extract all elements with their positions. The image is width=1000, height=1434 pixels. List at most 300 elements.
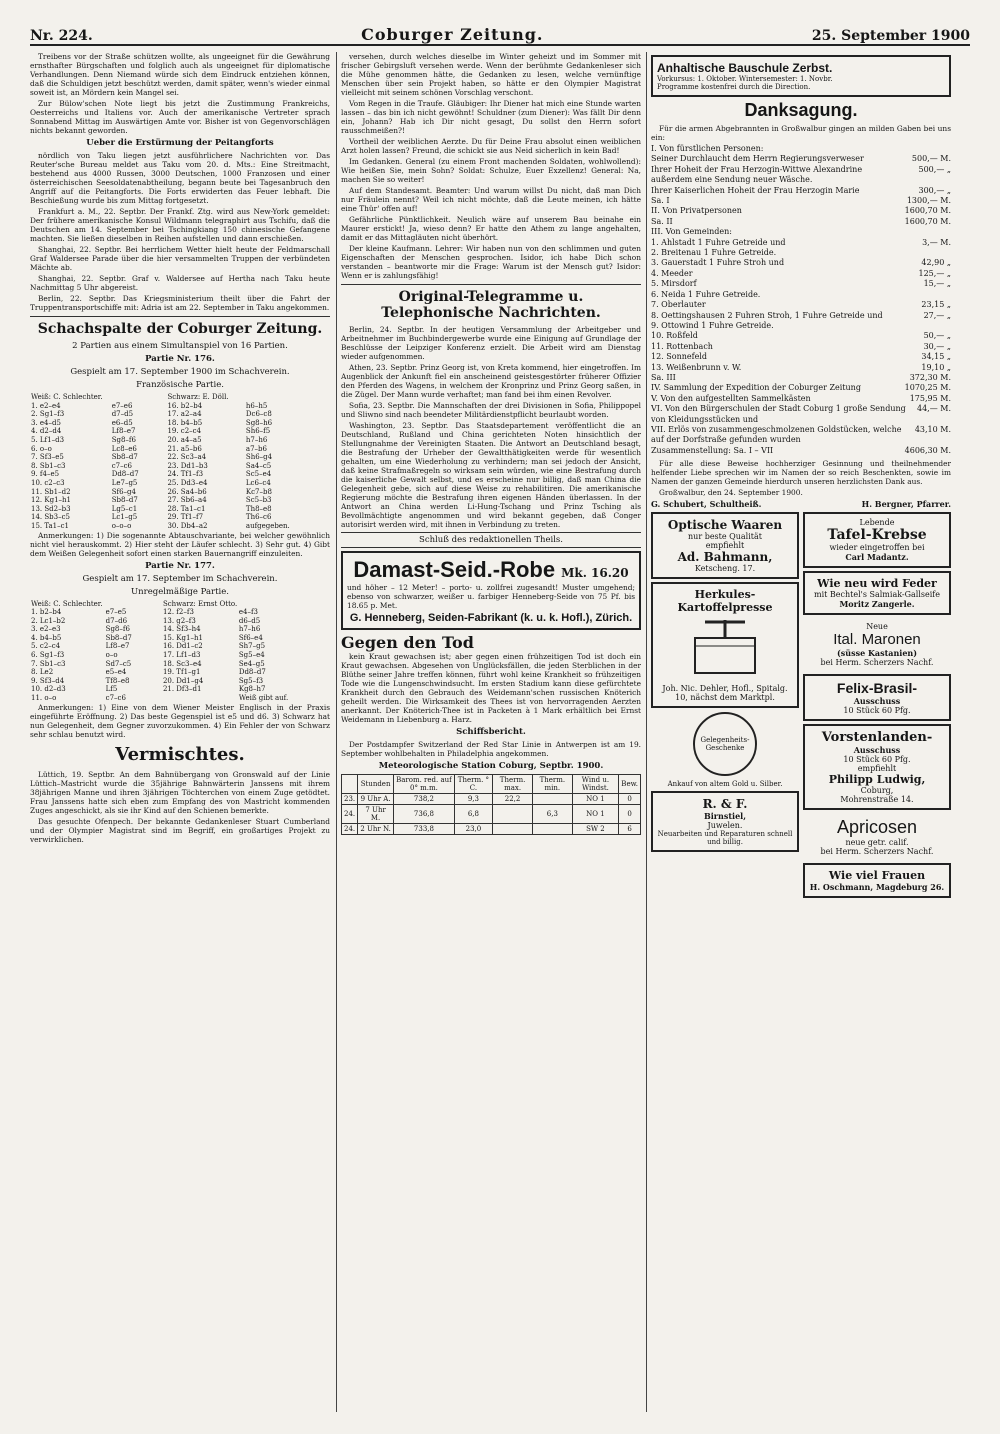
donation-amount: 500,— „ [918, 164, 951, 174]
ad-text: neue getr. calif. [845, 838, 909, 848]
chess-moves-table [30, 393, 330, 531]
move-cell: Th8–e8 [245, 504, 272, 513]
ad-feder [803, 571, 951, 615]
move-row [30, 470, 330, 479]
move-cell: Th6–c6 [245, 513, 272, 522]
thanks-closing: Für alle diese Beweise hochherziger Gesinnung und theilnehmender helfender Liebe sprechen wir im Namen der so reich Beschenkten, sowie im Namen der ganzen Gemeinde hierdurch unseren herzlichsten Dank aus. [651, 459, 951, 487]
donation-amount: 500,— M. [911, 154, 951, 164]
move-cell: 14. Sf3–h4 [162, 625, 201, 634]
article-paragraph: Zur Bülow'schen Note liegt bis jetzt die Zustimmung Frankreichs, Oesterreichs und Italiens vor. Auch der amerikanische Vertreter sprach Sonnabend Mittag im Auswärtigen Amte vor. Bisher ist von Gegenvorschlägen nichts bekannt geworden. [30, 99, 330, 135]
move-cell: e7–e6 [111, 401, 133, 410]
move-cell: 6. o–o [31, 444, 52, 453]
thanks-intro: Für die armen Abgebrannten in Großwalbur gingen an milden Gaben bei uns ein: [651, 124, 951, 142]
ad-headline: Damast-Seid.-Robe [353, 557, 556, 582]
article-paragraph: Shanghai, 22. Septbr. Bei herrlichem Wetter hielt heute der Feldmarschall Graf Waldersee Parade über die hier versammelten Truppen der verbündeten Mächte ab. [30, 245, 330, 272]
donation-row [651, 383, 951, 393]
donation-label: 3. Gauerstadt 1 Fuhre Stroh und [651, 258, 785, 268]
donation-label: V. Von den aufgestellten Sammelkästen [651, 393, 811, 403]
chess-notes: Anmerkungen: 1) Die sogenannte Abtauschvariante, bei welcher gewöhnlich nicht viel herauskommt. 2) Hier steht der Läufer schlecht. 3) Sehr gut. 4) Gibt dem Weißen Gelegenheit sofort einen starken Bauernangriff einzuleiten. [30, 530, 330, 558]
move-cell: Sc5–e4 [245, 470, 272, 479]
ad-headline: Gegen den Tod [341, 633, 474, 652]
donation-row [651, 217, 951, 227]
donation-label: II. Von Privatpersonen [651, 206, 742, 216]
weather-cell [493, 805, 533, 824]
article-paragraph: Berlin, 22. Septbr. Das Kriegsministerium theilt über die Fahrt der Truppentransportschiffe mit: Adria ist am 22. September in Taku angekommen. [30, 294, 330, 312]
weather-header-cell: Stunden [358, 775, 394, 794]
move-cell: Sa4–c5 [245, 461, 272, 470]
donation-row [651, 238, 951, 248]
donation-row [651, 373, 951, 383]
move-cell: c7–c6 [105, 694, 126, 703]
move-row [30, 668, 330, 677]
weather-cell: SW 2 [572, 824, 619, 835]
move-cell: 13. Sd2–b3 [31, 504, 71, 513]
move-cell: 18. Sc3–e4 [162, 659, 202, 668]
ad-firm: Joh. Nic. Dehler, Hofl., Spitalg. 10, nächst dem Marktpl. [662, 684, 788, 703]
column-2 [341, 52, 641, 1422]
white-player: Weiß: C. Schlechter. [31, 599, 103, 608]
move-cell: Sg5–f3 [238, 676, 264, 685]
move-row [30, 496, 330, 505]
weather-cell: 23,0 [454, 824, 492, 835]
move-cell: 18. b4–b5 [167, 418, 203, 427]
move-cell: Le7–g5 [111, 478, 138, 487]
donation-amount: 1070,25 M. [904, 383, 951, 393]
donation-row [651, 321, 951, 331]
move-cell: 15. Ta1–c1 [31, 521, 69, 530]
donation-row [651, 352, 951, 362]
move-cell: 22. Sc3–a4 [167, 453, 207, 462]
move-row [30, 488, 330, 497]
donation-amount: 300,— „ [918, 185, 951, 195]
move-cell: e4–f3 [238, 608, 258, 617]
donation-label: VII. Erlös von zusammengeschmolzenen Goldstücken, welche auf der Dorfstraße gefunden wurden [651, 424, 902, 445]
ad-text: empfiehlt [705, 541, 745, 551]
move-cell: 13. g2–f3 [162, 616, 196, 625]
move-cell: 23. Dd1–b3 [167, 461, 208, 470]
masthead-title: Coburger Zeitung. [361, 25, 544, 44]
move-row [30, 427, 330, 436]
weather-cell: 6,8 [454, 805, 492, 824]
move-cell: 8. Sb1–c3 [31, 461, 66, 470]
move-row [30, 419, 330, 428]
move-cell: d7–d6 [105, 616, 128, 625]
move-cell: 19. c2–c4 [167, 427, 202, 436]
anecdote: Vortheil der weiblichen Aerzte. Du für Deine Frau absolut einen weiblichen Arzt holen lassen? Freund, die schickt sie aus Neid sicherlich in kein Bad! [341, 137, 641, 155]
section-heading: Schiffsbericht. [456, 727, 526, 737]
weather-cell: 9,3 [454, 794, 492, 805]
telegram-item: Athen, 23. Septbr. Prinz Georg ist, von Kreta kommend, hier eingetroffen. Im Augenblick der Ankunft fiel ein anscheinend geistesgestörter früherer Offizier den Pferden des Wagens, in welchem der Kronprinz und Prinz Georg saßen, in die Zügel. Der Mann wurde verhaftet; man fand bei ihm einen Revolver. [341, 363, 641, 399]
move-cell: Lc8–e6 [111, 444, 137, 453]
move-cell: h7–h6 [238, 625, 261, 634]
donation-amount: 19,10 „ [921, 362, 951, 372]
weather-cell: 6,3 [533, 805, 572, 824]
move-cell: 19. Tf1–g1 [162, 668, 201, 677]
weather-cell: 6 [619, 824, 641, 835]
donation-label: 6. Neida 1 Fuhre Getreide. [651, 289, 761, 299]
move-cell: Tf8–e8 [105, 676, 130, 685]
ad-headline: Apricosen [836, 817, 918, 838]
move-cell: Se4–g5 [238, 659, 265, 668]
donation-label: 4. Meeder [651, 268, 693, 278]
move-cell: Lf8–e7 [105, 642, 130, 651]
ad-krebse [803, 512, 951, 568]
move-cell: a7–b6 [245, 444, 267, 453]
move-cell: 20. a4–a5 [167, 435, 202, 444]
donation-label: Ihrer Hoheit der Frau Herzogin-Wittwe Alexandrine [651, 164, 863, 174]
article-paragraph: Lüttich, 19. Septbr. An dem Bahnübergang von Gronswald auf der Linie Lüttich–Mastricht wurde die 35jährige Bahnwärterin Janssens mit ihrem 38jährigen Manne und ihren 3jährigen Töchterchen von einem Zuge getödtet. Frau Janssens hatte sich eben zum Empfang des von Mastricht kommenden Zuges angeschickt, als sie ihr Kind auf den Schienen bemerkte. [30, 769, 330, 815]
donation-label: III. Von Gemeinden: [651, 227, 732, 237]
move-cell: o–o [105, 651, 118, 660]
ad-text: Ketscheng. 17. [694, 564, 756, 574]
ad-text: Juwelen. [707, 821, 743, 831]
move-cell: 4. b4–b5 [31, 633, 62, 642]
weather-title: Meteorologische Station Coburg, Septbr. 1900. [378, 761, 604, 771]
ad-headline: Felix-Brasil- [836, 680, 918, 697]
donation-amount: 42,90 „ [921, 258, 951, 268]
weather-cell: 24. [342, 824, 358, 835]
anecdote: Gefährliche Pünktlichkeit. Neulich wäre auf unserem Bau beinahe ein Maurer erstickt! Ja, wieso denn? Er hatte den Athem zu lange angehalten, damit er das Mittagläuten nicht überhört. [341, 215, 641, 242]
divider [341, 284, 641, 285]
chess-title: Schachspalte der Coburger Zeitung. [37, 321, 323, 337]
donation-amount: 1600,70 M. [904, 216, 951, 226]
move-cell: 2. Lc1–b2 [31, 616, 66, 625]
ship-report: Der Postdampfer Switzerland der Red Star Linie in Antwerpen ist am 19. September wohlbehalten in Philadelphia angekommen. [341, 740, 641, 758]
weather-row [342, 824, 641, 835]
weather-table [341, 774, 641, 835]
move-cell: Sg8–f6 [111, 435, 136, 444]
donation-row [651, 342, 951, 352]
donation-row [651, 269, 951, 279]
move-row [30, 462, 330, 471]
move-row [30, 651, 330, 660]
black-player: Schwarz: Ernst Otto. [162, 599, 238, 608]
move-cell: Sb8–d7 [111, 453, 138, 462]
donation-label: außerdem eine Sendung neuer Wäsche. [651, 175, 813, 185]
miscellany-title: Vermischtes. [115, 743, 245, 765]
move-cell: 16. Dd1–c2 [162, 642, 203, 651]
weather-cell: NO 1 [572, 794, 619, 805]
move-cell: 21. a5–b6 [167, 444, 202, 453]
move-cell: d6–d5 [238, 616, 261, 625]
move-cell: Sh6–g4 [245, 453, 273, 462]
move-row [30, 410, 330, 419]
issue-number: Nr. 224. [30, 28, 93, 44]
move-row [30, 445, 330, 454]
donation-row [651, 394, 951, 404]
donation-row [651, 196, 951, 206]
column-rule [646, 52, 647, 1412]
move-row [30, 625, 330, 634]
thanks-place: Großwalbur, den 24. September 1900. [659, 488, 803, 498]
move-cell: Lg5–c1 [111, 504, 138, 513]
ad-headline: Herkules-Kartoffelpresse [677, 588, 773, 615]
move-cell: 2. Sg1–f3 [31, 410, 65, 419]
game-played: Gespielt am 17. September im Schachverein. [82, 573, 278, 584]
move-cell: aufgegeben. [245, 521, 290, 530]
article-paragraph: Frankfurt a. M., 22. Septbr. Der Frankf. Ztg. wird aus New-York gemeldet: Der frühere amerikanische Konsul Wildmann telegraphirt aus Tschifu, daß die Deutschen am 14. September bei Tschingkiang 150 chinesische Gefangene machten. Sie ließen dieselben in Reihen aufstellen und dann erschießen. [30, 207, 330, 243]
ad-firm: H. Oschmann, Magdeburg 26. [809, 882, 945, 893]
move-cell: Sg8–f6 [105, 625, 130, 634]
move-row [30, 505, 330, 514]
ad-text: und höher – 12 Meter! – porto- u. zollfrei zugesandt! Muster umgehend; ebenso von schwarzer, weißer u. farbiger Henneberg-Seide von 75 Pf. bis 18.65 p. Met. [347, 583, 635, 610]
weather-cell: 738,2 [394, 794, 455, 805]
move-cell: 12. Kg1–h1 [31, 496, 71, 505]
donation-label: IV. Sammlung der Expedition der Coburger Zeitung [651, 383, 861, 393]
ad-bauschule [651, 55, 951, 97]
game-opening: Französische Partie. [136, 380, 224, 390]
donation-amount: 44,— M. [917, 404, 951, 414]
ad-text: Ausschuss [853, 696, 901, 707]
donation-row [651, 290, 951, 300]
black-player: Schwarz: E. Döll. [167, 393, 229, 401]
move-cell: Sc5–b3 [245, 496, 272, 505]
ad-firm: Carl Madantz. [845, 552, 909, 563]
ad-apricosen [803, 813, 951, 860]
donation-row [651, 165, 951, 175]
weather-cell [493, 824, 533, 835]
ad-text: Neuarbeiten und Reparaturen schnell und billig. [657, 830, 793, 847]
ad-felix [803, 674, 951, 721]
donation-row [651, 154, 951, 164]
move-row [30, 685, 330, 694]
ad-firm: Birnstiel, [704, 811, 746, 822]
donation-label: VI. Von den Bürgerschulen der Stadt Coburg 1 große Sendung von Kleidungsstücken und [651, 404, 906, 424]
ad-firm: Moritz Zangerle. [839, 599, 915, 610]
ad-headline: Vorstenlanden- [821, 730, 933, 746]
end-editorial: Schluß des redaktionellen Theils. [341, 532, 641, 548]
signature: H. Bergner, Pfarrer. [861, 499, 951, 510]
ad-text: Mohrenstraße 14. [840, 795, 914, 805]
ad-text: Ausschuss [853, 745, 901, 756]
donation-row [651, 144, 951, 154]
move-row [30, 436, 330, 445]
move-cell: 9. f4–e5 [31, 470, 60, 479]
telegram-item: Berlin, 24. Septbr. In der heutigen Versammlung der Arbeitgeber und Arbeitnehmer im Buchbindergewerbe wurde eine Einigung auf Grundlage der Beschlüsse der Leipziger Konferenz erzielt. Die Arbeit wird am Dienstag wieder aufgenommen. [341, 325, 641, 361]
column-3 [651, 52, 951, 1422]
weather-cell: 24. [342, 805, 358, 824]
donation-row [651, 186, 951, 196]
move-cell: Sg5–e4 [238, 651, 265, 660]
move-row [30, 479, 330, 488]
signature: G. Schubert, Schultheiß. [651, 499, 762, 510]
move-cell: 12. f2–f3 [162, 608, 194, 617]
ad-firm: Ad. Bahmann, [677, 550, 773, 565]
donation-amount: 125,— „ [918, 268, 951, 278]
move-row [30, 453, 330, 462]
weather-header-cell: Therm. ° C. [454, 775, 492, 794]
donation-amount: 34,15 „ [921, 352, 951, 362]
move-cell: 21. Df3–d1 [162, 685, 202, 694]
move-cell: 14. Sb3–c5 [31, 513, 70, 522]
thanks-title: Danksagung. [744, 100, 858, 120]
move-cell: 25. Dd3–e4 [167, 478, 208, 487]
move-cell [162, 694, 238, 703]
move-cell: Lc6–c4 [245, 478, 271, 487]
ad-frauen [803, 863, 951, 898]
weather-row [342, 794, 641, 805]
weather-row [342, 805, 641, 824]
move-cell: 8. Le2 [31, 668, 54, 677]
weather-cell [533, 824, 572, 835]
move-cell: 5. Lf1–d3 [31, 435, 65, 444]
move-cell: 7. Sb1–c3 [31, 659, 66, 668]
weather-cell: 22,2 [493, 794, 533, 805]
ad-headline: Optische Waaren [667, 518, 783, 533]
move-cell: e7–e5 [105, 608, 127, 617]
ad-maronen [803, 618, 951, 671]
weather-header-cell: Therm. min. [533, 775, 572, 794]
ad-firm: G. Henneberg, Seiden-Fabrikant (k. u. k. Hofl.), Zürich. [349, 612, 633, 624]
donation-amount: 15,— „ [923, 279, 951, 289]
move-cell: 5. c2–c4 [31, 642, 61, 651]
move-row [30, 660, 330, 669]
donation-label: Zusammenstellung: Sa. I – VII [651, 445, 774, 455]
donation-row [651, 404, 951, 425]
chess-subtitle: 2 Partien aus einem Simultanspiel von 16 Partien. [72, 341, 288, 351]
donation-row [651, 279, 951, 289]
donation-label: Sa. III [651, 372, 676, 382]
donation-label: 2. Breitenau 1 Fuhre Getreide. [651, 248, 777, 258]
ad-firm: bei Herm. Scherzers Nachf. [820, 658, 934, 668]
donation-label: 13. Weißenbrunn v. W. [651, 362, 742, 372]
move-cell: Sd7–c5 [105, 659, 132, 668]
game-number: Partie Nr. 177. [145, 560, 215, 571]
weather-cell [533, 794, 572, 805]
ad-tod [341, 633, 641, 724]
ad-text: empfiehlt [857, 764, 897, 774]
ad-price: Mk. 16.20 [561, 566, 629, 580]
move-cell: Sb8–d7 [111, 496, 138, 505]
move-cell: Lf5 [105, 685, 118, 694]
move-cell: Sh7–g5 [238, 642, 266, 651]
move-cell: 17. a2–a4 [167, 410, 202, 419]
donation-amount: 27,— „ [923, 310, 951, 320]
page-header [30, 24, 970, 46]
donation-row [651, 206, 951, 216]
weather-header-cell: Wind u. Windst. [572, 775, 619, 794]
weather-cell: NO 1 [572, 805, 619, 824]
ad-text: Ankauf von altem Gold u. Silber. [667, 780, 783, 789]
move-cell: Dd8–d7 [111, 470, 139, 479]
chess-notes: Anmerkungen: 1) Eine von dem Wiener Meister Englisch in der Praxis eingeführte Eröffnung. 2) Das beste Gegenspiel ist e5 und d6. 3) Schwarz hat nun Gelegenheit, dem Gegner zuvorzukommen. 4) Ein Fehler der von Schwarz sehr schlau benutzt wird. [30, 702, 330, 739]
donation-row [651, 258, 951, 268]
article-paragraph: Shanghai, 22. Septbr. Graf v. Waldersee auf Hertha nach Taku heute Nachmittag 5 Uhr abgereist. [30, 274, 330, 292]
ad-firm: Philipp Ludwig, [828, 773, 926, 787]
press-illustration [680, 618, 770, 678]
move-cell: 29. Tf1–f7 [167, 513, 204, 522]
weather-cell: 2 Uhr N. [358, 824, 394, 835]
donation-row [651, 363, 951, 373]
donation-label: 5. Mirsdorf [651, 279, 697, 289]
divider [30, 316, 330, 317]
ad-headline: Anhaltische Bauschule Zerbst. [657, 61, 833, 75]
donation-label: Ihrer Kaiserlichen Hoheit der Frau Herzogin Marie [651, 185, 860, 195]
donation-row [651, 446, 951, 456]
donation-list [651, 144, 951, 456]
donation-row [651, 311, 951, 321]
move-cell: e6–d5 [111, 418, 133, 427]
thanks-signatures [651, 499, 951, 509]
move-cell: 16. b2–b4 [167, 401, 203, 410]
ad-text: Programme kostenfrei durch die Direction. [657, 83, 811, 91]
move-cell: c7–c6 [111, 461, 132, 470]
move-cell: Kc7–b8 [245, 487, 272, 496]
move-cell: 1. e2–e4 [31, 401, 61, 410]
issue-date: 25. September 1900 [811, 28, 970, 44]
move-cell: Sf6–g4 [111, 487, 136, 496]
donation-row [651, 227, 951, 237]
ad-text: mit Bechtel's Salmiak-Gallseife [813, 590, 940, 600]
move-cell: Sh6–f5 [245, 427, 271, 436]
weather-header-cell: Barom. red. auf 0° m.m. [394, 775, 455, 794]
move-cell: Lf8–e7 [111, 427, 136, 436]
ad-damast [341, 551, 641, 630]
donation-amount: 1600,70 M. [904, 206, 951, 216]
donation-label: 11. Rottenbach [651, 341, 713, 351]
article-paragraph: nördlich von Taku liegen jetzt ausführlichere Nachrichten vor. Das Reuter'sche Bureau meldet aus Taku vom 20. d. Mts.: Eine Streitmacht, bestehend aus 4000 Russen, 3000 Deutschen, 1000 Franzosen und einer österreichischen Seesoldatenabtheilung, begann beute bei Tagesanbruch den Angriff auf die Peitangforts. Die Forts erwiderten das Feuer lebhaft. Die Beschießung wurde bis zum Mittag fortgesetzt. [30, 151, 330, 205]
move-cell: Dd8–d7 [238, 668, 266, 677]
weather-cell: 23. [342, 794, 358, 805]
ad-text: kein Kraut gewachsen ist; aber gegen einen frühzeitigen Tod ist doch ein Kraut gewachsen. Abgesehen von Unglücksfällen, die jeden Sterblichen in der Blüthe seiner Jahre treffen können, führt wohl keine Krankheit so frühzeitigen Tode wie die Lungenschwindsucht. Im ersten Stadium kann diese gefürchtete Krankheit durch den Gebrauch des Weidemann'schen russischen Knöterich geheilt werden. Die Wirksamkeit des Thees ist von hervorragenden Aerzten anerkannt. Der Knöterich-Thee ist in Packeten à 1 Mark erhältlich bei Ernst Weidemann in Liebenburg a. Harz. [341, 652, 641, 724]
move-cell: 27. Sb6–a4 [167, 496, 207, 505]
donation-amount: 30,— „ [923, 341, 951, 351]
donation-row [651, 331, 951, 341]
move-cell: o–o–o [111, 521, 132, 530]
ad-firm: bei Herm. Scherzers Nachf. [820, 847, 934, 857]
game-number: Partie Nr. 176. [145, 354, 215, 364]
move-row [30, 642, 330, 651]
ad-text: Coburg, [860, 786, 894, 796]
weather-cell: 0 [619, 805, 641, 824]
donation-label: 10. Roßfeld [651, 331, 698, 341]
donation-label: 8. Oettingshausen 2 Fuhren Stroh, 1 Fuhre Getreide und [651, 310, 883, 320]
move-cell: Lc1–g5 [111, 513, 138, 522]
ad-text: wieder eingetroffen bei [829, 543, 925, 553]
move-cell: Kg8–h7 [238, 685, 266, 694]
anecdote: Der kleine Kaufmann. Lehrer: Wir haben nun von den schlimmen und guten Eigenschaften der Menschen gesprochen. Isidor, ich habe Dich schon verstanden – beantworte mir die Frage: Warum ist der Mensch gut? Isidor: Wenn er is zahlungsfähig! [341, 244, 641, 280]
move-cell: 17. Lf1–d3 [162, 651, 201, 660]
donation-label: 1. Ahlstadt 1 Fuhre Getreide und [651, 237, 786, 247]
move-cell: Sg8–h6 [245, 418, 273, 427]
move-cell: 3. e2–e3 [31, 625, 61, 634]
move-cell: 9. Sf3–d4 [31, 676, 65, 685]
donation-amount: 50,— „ [923, 331, 951, 341]
column-rule [336, 52, 337, 1412]
donation-row [651, 175, 951, 185]
move-cell: e5–e4 [105, 668, 127, 677]
donation-amount: 3,— M. [922, 237, 951, 247]
anecdote: Im Gedanken. General (zu einem Front machenden Soldaten, wohlwollend): Wie heißen Sie, mein Sohn? Soldat: Schulze, Euer Exzellenz! General: Na, machen Sie so weiter! [341, 157, 641, 184]
move-cell: h7–h6 [245, 435, 268, 444]
telegram-item: Washington, 23. Septbr. Das Staatsdepartement veröffentlicht die an Deutschland, Rußland und China gerichteten Noten hinsichtlich der Stellungnahme der Vereinigten Staaten. Die Antwort an Deutschland besagt, die Bestrafung der Urheber der Gewaltthätigkeiten werde für wesentlich gehalten, um eine Wiederholung zu verhindern; man sei jedoch der Ansicht, daß keine Strafmaßregeln so wirksam sein würden, wie eine Bestrafung durch die kaiserliche Gewalt selbst, und es erscheine nur billig, daß man China die Gelegenheit gebe, sich auf diese Weise zu rehabilitiren. Die amerikanische Regierung möchte die Bestrafung ihren eigenen Händen überlassen. In der Antwort an China werden Li-Hung-Tschang und Prinz Tsching als Bevollmächtigte angenommen und wird bekannt gegeben, daß Conger autorisirt werden wird, mit ihnen in Verbindung zu treten. [341, 421, 641, 529]
move-row [30, 634, 330, 643]
move-cell: 11. o–o [31, 694, 57, 703]
move-cell: 1. b2–b4 [31, 608, 62, 617]
donation-label: Seiner Durchlaucht dem Herrn Regierungsverweser [651, 154, 864, 164]
move-cell: Sf6–e4 [238, 633, 263, 642]
weather-header-cell: Therm. max. [493, 775, 533, 794]
move-cell: 26. Sa4–b6 [167, 487, 207, 496]
donation-amount: 43,10 M. [914, 424, 951, 434]
weather-cell: 9 Uhr A. [358, 794, 394, 805]
donation-amount: 23,15 „ [921, 300, 951, 310]
ad-text: Neue [866, 622, 888, 632]
anecdote: Auf dem Standesamt. Beamter: Und warum willst Du nicht, daß man Dich nur Fräulein nennt? Weil ich nicht möchte, daß die Leute meinen, ich hätte eine Thür' offen auf! [341, 186, 641, 213]
move-row [30, 402, 330, 411]
donation-label: Sa. II [651, 216, 673, 226]
move-cell: 11. Sb1–d2 [31, 487, 71, 496]
